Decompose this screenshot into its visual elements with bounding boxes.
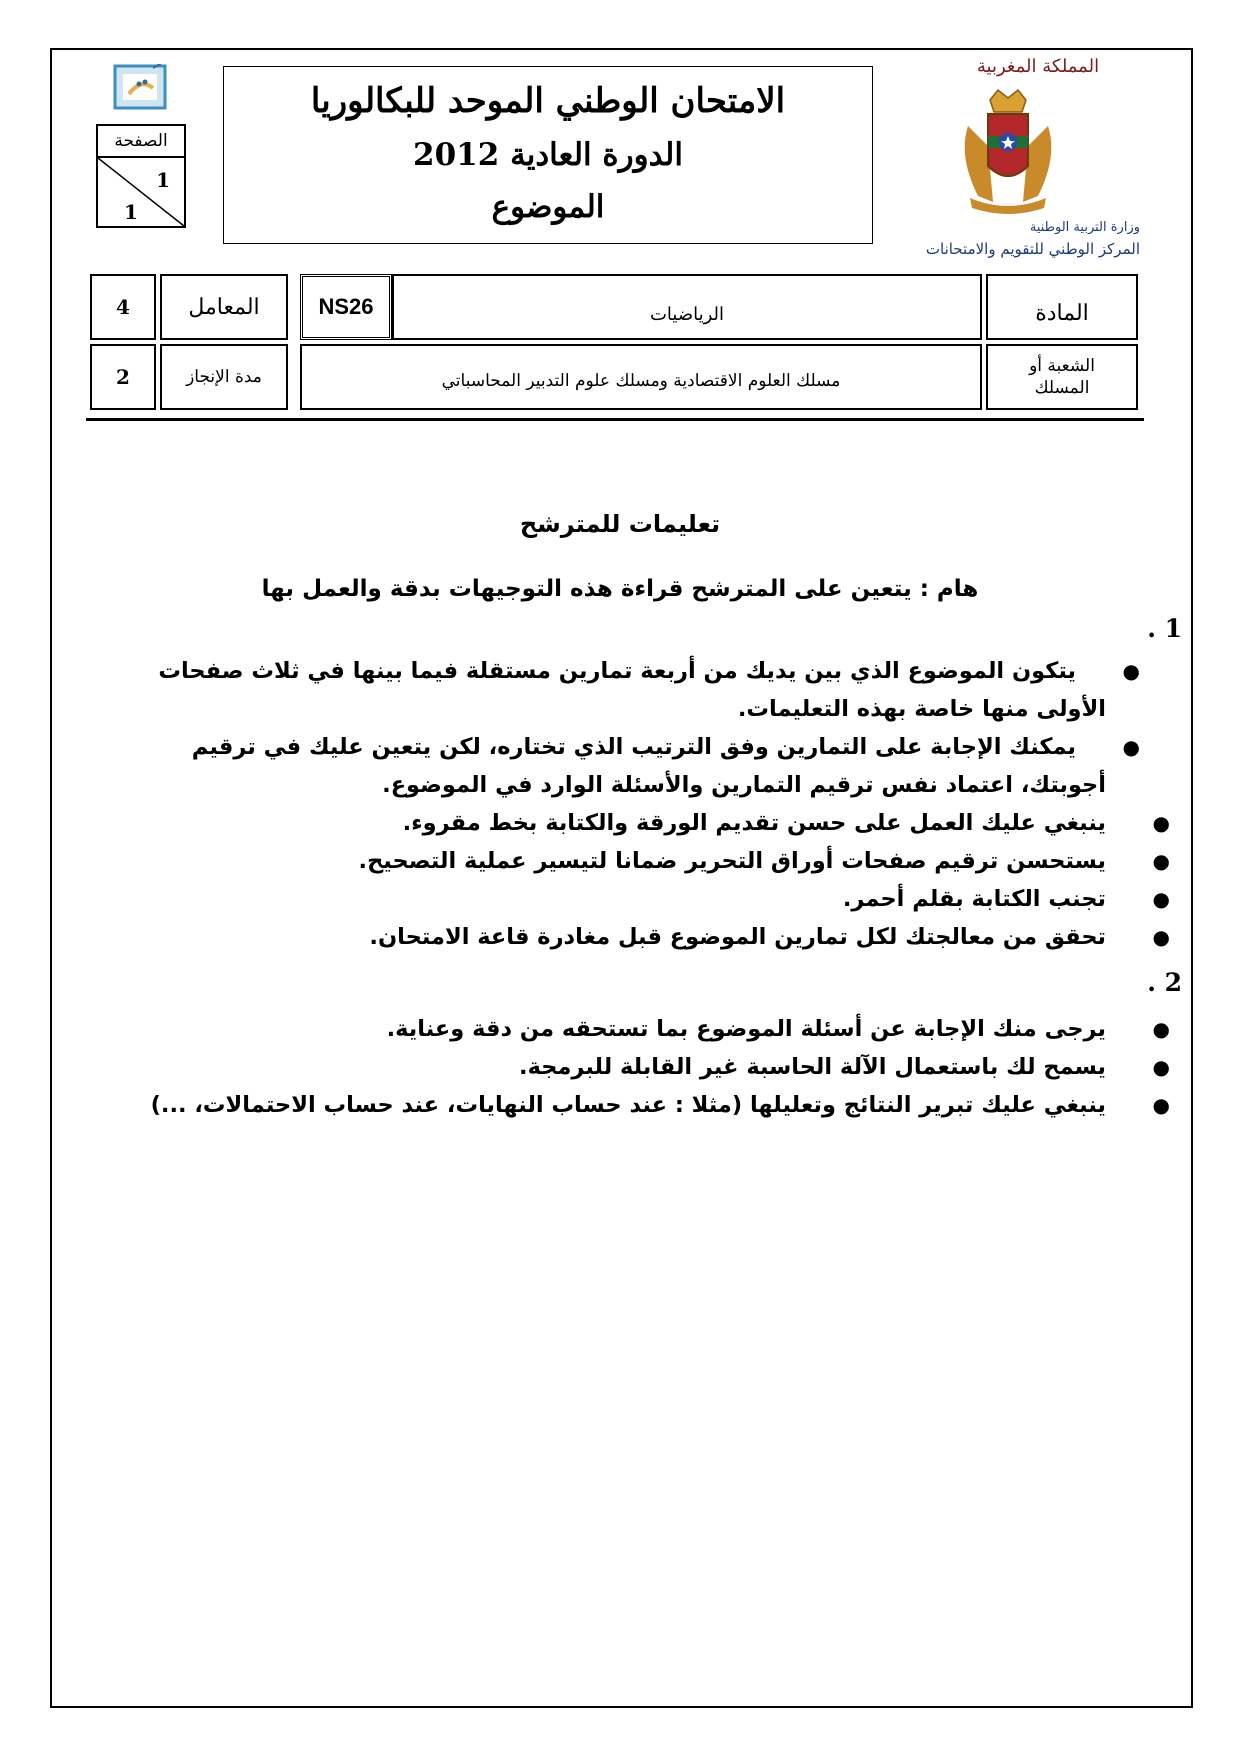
subject-value: الرياضيات <box>649 303 725 325</box>
page-current: 1 <box>156 168 170 192</box>
subject-code: NS26 <box>318 294 374 319</box>
exam-title: الامتحان الوطني الموحد للبكالوريا <box>310 81 786 121</box>
exam-center-logo-icon <box>113 64 169 110</box>
list-item: ● تحقق من معالجتك لكل تمارين الموضوع قبل مغادرة قاعة الامتحان. <box>120 918 1130 956</box>
duration-label: مدة الإنجاز <box>186 367 262 387</box>
instructions-note: هام : يتعين على المترشح قراءة هذه التوجيهات بدقة والعمل بها <box>261 576 979 602</box>
diagonal-divider <box>98 158 184 226</box>
bullet-icon: ● <box>1152 811 1170 835</box>
duration-label-cell <box>160 344 288 410</box>
list-item: ● ينبغي عليك تبرير النتائج وتعليلها (مثلا : عند حساب النهايات، عند حساب الاحتمالات، ...) <box>120 1086 1130 1124</box>
track-label-cell <box>986 344 1138 410</box>
section-1-list <box>120 652 1170 956</box>
page-label: الصفحة <box>98 126 184 158</box>
section-2-list <box>120 1010 1170 1124</box>
royal-emblem-icon <box>948 86 1068 218</box>
list-item: ● يرجى منك الإجابة عن أسئلة الموضوع بما تستحقه من دقة وعناية. <box>120 1010 1130 1048</box>
section-2-number: . 2 <box>1147 968 1182 997</box>
bullet-icon: ● <box>1122 659 1140 683</box>
exam-subject-heading: الموضوع <box>491 189 605 225</box>
list-item: ● ينبغي عليك العمل على حسن تقديم الورقة والكتابة بخط مقروء. <box>120 804 1130 842</box>
section-1-number: . 1 <box>1147 614 1182 643</box>
ministry-name: وزارة التربية الوطنية <box>1029 220 1140 235</box>
duration-value-cell <box>90 344 156 410</box>
coefficient-value-cell <box>90 274 156 340</box>
page-total: 1 <box>124 200 138 224</box>
instructions-title: تعليمات للمترشح <box>519 510 721 538</box>
list-item: ● يتكون الموضوع الذي بين يديك من أربعة تمارين مستقلة فيما بينها في ثلاث صفحات الأولى منها خاصة بهذه التعليمات. <box>120 652 1130 728</box>
list-item: ● يمكنك الإجابة على التمارين وفق الترتيب الذي تختاره، لكن يتعين عليك في ترقيم أجوبتك، اعتماد نفس ترقيم التمارين والأسئلة الوارد في الموضوع. <box>120 728 1130 804</box>
list-item: ● يسمح لك باستعمال الآلة الحاسبة غير القابلة للبرمجة. <box>120 1048 1130 1086</box>
bullet-icon: ● <box>1152 849 1170 873</box>
kingdom-name: المملكة المغربية <box>976 56 1100 77</box>
subject-label: المادة <box>1035 300 1089 326</box>
page-number-box <box>96 124 186 228</box>
exam-session: الدورة العادية 2012 <box>413 137 683 173</box>
track-label: الشعبة أو المسلك <box>1029 356 1095 398</box>
subject-code-cell <box>300 274 392 340</box>
bullet-icon: ● <box>1152 1093 1170 1117</box>
exam-title-box <box>223 66 873 244</box>
bullet-icon: ● <box>1122 735 1140 759</box>
track-value: مسلك العلوم الاقتصادية ومسلك علوم التدبير المحاسباتي <box>441 371 841 391</box>
duration-value: 2 <box>116 365 130 389</box>
subject-cell <box>392 274 982 340</box>
list-item: ● تجنب الكتابة بقلم أحمر. <box>120 880 1130 918</box>
center-name: المركز الوطني للتقويم والامتحانات <box>925 240 1140 258</box>
list-item: ● يستحسن ترقيم صفحات أوراق التحرير ضمانا لتيسير عملية التصحيح. <box>120 842 1130 880</box>
subject-label-cell <box>986 274 1138 340</box>
track-cell <box>300 344 982 410</box>
bullet-icon: ● <box>1152 925 1170 949</box>
bullet-icon: ● <box>1152 887 1170 911</box>
coefficient-label-cell <box>160 274 288 340</box>
bullet-icon: ● <box>1152 1055 1170 1079</box>
coefficient-label: المعامل <box>188 294 260 320</box>
header-rule <box>86 418 1144 421</box>
coefficient-value: 4 <box>116 295 130 319</box>
bullet-icon: ● <box>1152 1017 1170 1041</box>
